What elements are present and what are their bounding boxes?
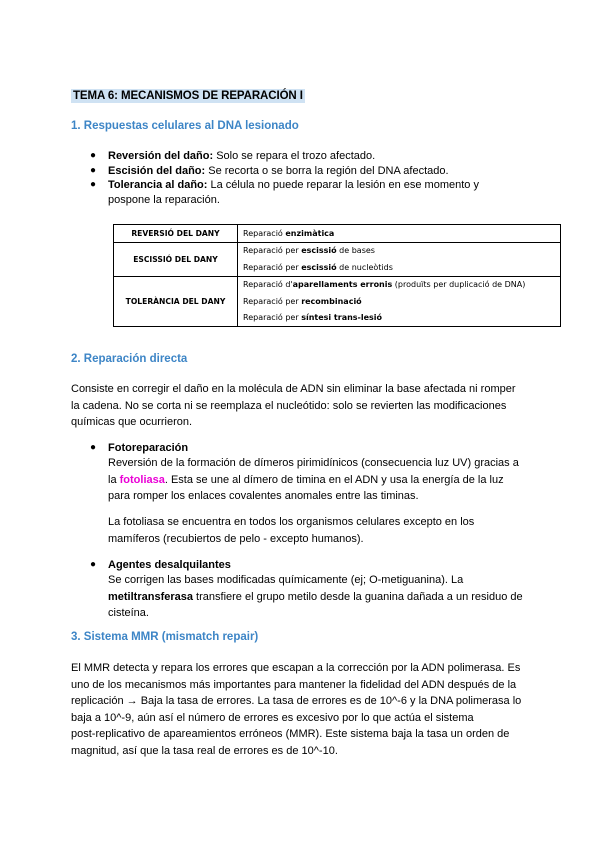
text-line: post-replicativo de apareamientos erróneos (MMR). Este sistema baja la tasa un orden de: [71, 728, 510, 741]
bullet-term: Agentes desalquilantes: [108, 559, 231, 571]
text-line: Consiste en corregir el daño en la molécula de ADN sin eliminar la base afectada ni romper: [71, 383, 516, 395]
section-2-intro: [71, 381, 531, 431]
text-line: El MMR detecta y repara los errores que escapan a la corrección por la ADN polimerasa. Es: [71, 662, 521, 674]
table-row: [114, 276, 561, 293]
bullet-term: Fotoreparación: [108, 442, 189, 454]
table-cell: Reparació per escissió de bases: [238, 242, 561, 259]
table-cell: Reparació per recombinació: [238, 293, 561, 310]
bullet-text: La célula no puede reparar la lesión en ese momento y pospone la reparación.: [108, 179, 479, 206]
bullet-dot: ●: [90, 150, 97, 161]
text-line: replicación → Baja la tasa de errores. La tasa de errores es de 10^-6 y la DNA polimerasa lo: [71, 695, 522, 708]
text-line: magnitud, así que la tasa real de errores es de 10^-10.: [71, 744, 338, 757]
table-cell: Reparació d'aparellaments erronis (produïts per duplicació de DNA): [238, 276, 561, 293]
text-line: químicas que ocurrieron.: [71, 416, 193, 429]
table-cell: Reparació per síntesi trans-lesió: [238, 310, 561, 327]
text-line: para romper los enlaces covalentes anomales entre las timinas.: [108, 490, 419, 503]
text-line: la cadena. No se corta ni se reemplaza el nucleótido: solo se revierten las modificaciones: [71, 399, 507, 412]
text-line: uno de los mecanismos más importantes para mantener la fidelidad del ADN después de la: [71, 678, 517, 691]
table-row: [114, 225, 561, 243]
text-line: mamíferos (recubiertos de pelo - excepto humanos).: [108, 532, 364, 545]
table-cell: Reparació per escissió de nucleòtids: [238, 259, 561, 276]
fotoreparacion-description: [108, 455, 528, 505]
bullet-dot: ●: [90, 179, 97, 190]
section-3-heading: 3. Sistema MMR (mismatch repair): [71, 631, 259, 643]
bullet-term: Tolerancia al daño:: [108, 179, 208, 191]
table-row: [114, 242, 561, 259]
fotoliasa-highlight: fotoliasa: [119, 473, 165, 486]
bullet-dot: ●: [90, 164, 97, 176]
fotoliasa-note: [108, 514, 528, 547]
text-line: Se corrigen las bases modificadas químicamente (ej; O-metiguanina). La: [108, 574, 464, 586]
table-label: TOLERÀNCIA DEL DANY: [114, 276, 238, 327]
text-line: La fotoliasa se encuentra en todos los organismos celulares excepto en los: [108, 516, 475, 528]
bullet-text: Se recorta o se borra la región del DNA afectado.: [205, 164, 449, 177]
table-label: REVERSIÓ DEL DANY: [114, 225, 238, 243]
bullet-text: Solo se repara el trozo afectado.: [213, 150, 376, 162]
table-label: ESCISSIÓ DEL DANY: [114, 242, 238, 276]
bullet-term: Reversión del daño:: [108, 150, 214, 162]
bullet-term: Escisión del daño:: [108, 164, 206, 177]
bullet-dot: ●: [90, 559, 97, 570]
text-line: baja a 10^-9, aún así el número de errores es excesivo por lo que actúa el sistema: [71, 711, 474, 724]
repair-types-table: [113, 224, 561, 327]
text-line: metiltransferasa transfiere el grupo metilo desde la guanina dañada a un residuo de: [108, 590, 523, 603]
bullet-dot: ●: [90, 442, 97, 453]
text-line: la fotoliasa. Esta se une al dímero de timina en el ADN y usa la energía de la luz: [108, 473, 504, 486]
text-line: Reversión de la formación de dímeros pirimidínicos (consecuencia luz UV) gracias a: [108, 457, 519, 469]
section-1-heading: 1. Respuestas celulares al DNA lesionado: [71, 120, 299, 132]
section-3-body: [71, 660, 531, 760]
page-title: TEMA 6: MECANISMOS DE REPARACIÓN I: [73, 90, 303, 102]
table-cell: Reparació enzimàtica: [238, 225, 561, 243]
agentes-description: [108, 572, 528, 622]
text-line: cisteína.: [108, 607, 149, 620]
section-2-heading: 2. Reparación directa: [71, 353, 188, 365]
